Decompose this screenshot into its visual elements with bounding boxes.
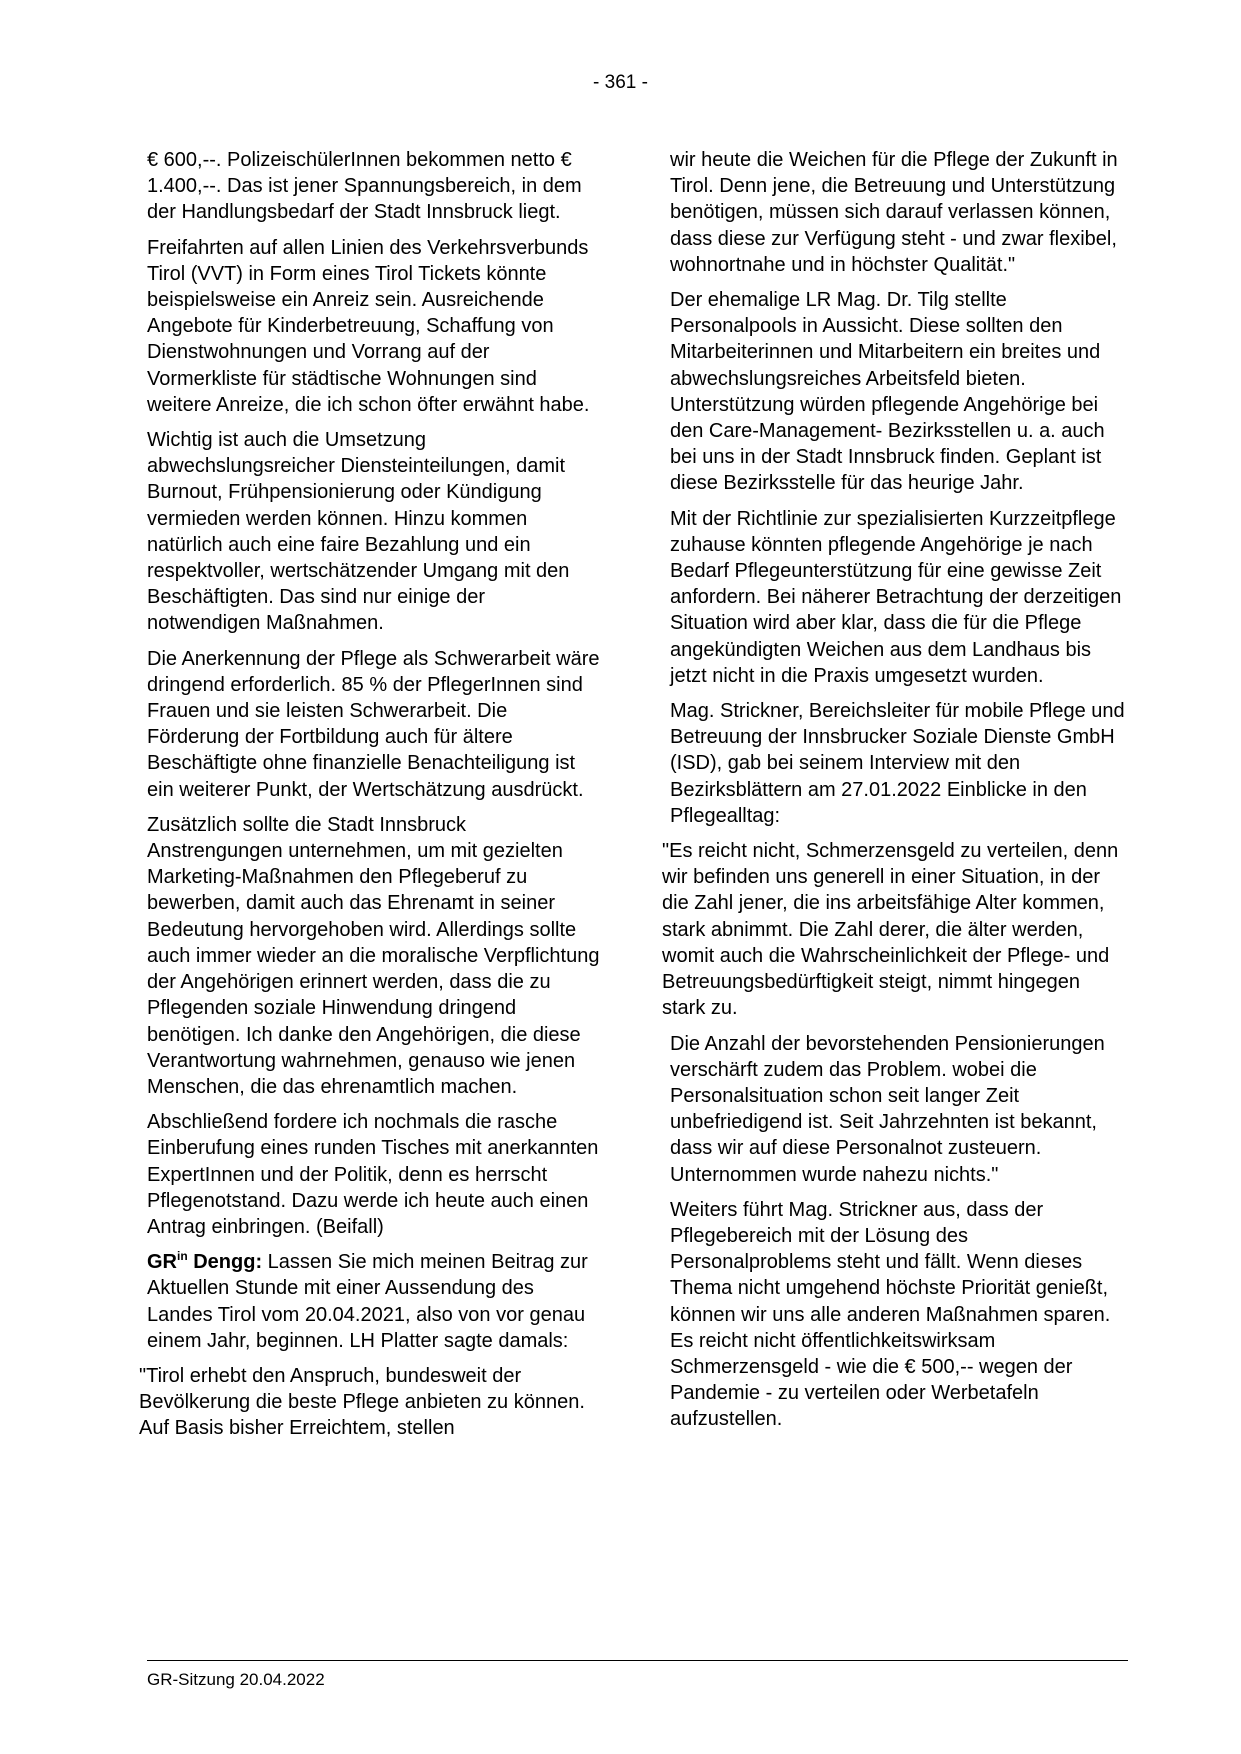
right-column [662,147,1128,1442]
left-column [139,147,600,1451]
paragraph: Der ehemalige LR Mag. Dr. Tilg stellte Personalpools in Aussicht. Diese sollten den Mitarbeiterinnen und Mitarbeitern ein breites und abwechslungsreiches Arbeitsfeld bieten. Unterstützung würden pflegende Angehörige bei den Care-Management- Bezirksstellen u. a. auch bei uns in der Stadt Innsbruck finden. Geplant ist diese Bezirksstelle für das heurige Jahr. [670,289,1105,495]
paragraph: Die Anzahl der bevorstehenden Pensionierungen verschärft zudem das Problem. wobei die Personalsituation schon seit langer Zeit unbefriedigend ist. Seit Jahrzehnten ist bekannt, dass wir auf diese Personalnot zusteuern. Unternommen wurde nahezu nichts." [670,1032,1105,1186]
footer-session-label: GR-Sitzung 20.04.2022 [147,1670,325,1689]
footer-divider [147,1660,1128,1661]
paragraph: Wichtig ist auch die Umsetzung abwechslungsreicher Diensteinteilungen, damit Burnout, Frühpensionierung oder Kündigung vermieden werden können. Hinzu kommen natürlich auch eine faire Bezahlung und ein respektvoller, wertschätzender Umgang mit den Beschäftigten. Das sind nur einige der notwendigen Maßnahmen. [147,429,570,635]
speaker-prefix: GR [147,1251,177,1274]
quote-paragraph: "Tirol erhebt den Anspruch, bundesweit der Bevölkerung die beste Pflege anbieten zu können. Auf Basis bisher Erreichtem, stellen [139,1364,585,1440]
paragraph: Zusätzlich sollte die Stadt Innsbruck Anstrengungen unternehmen, um mit gezielten Marketing-Maßnahmen den Pflegeberuf zu bewerben, damit auch das Ehrenamt in seiner Bedeutung hervorgehoben wird. Allerdings sollte auch immer wieder an die moralische Verpflichtung der Angehörigen erinnert werden, dass die zu Pflegenden soziale Hinwendung dringend benötigen. Ich danke den Angehörigen, die diese Verantwortung wahrnehmen, genauso wie jenen Menschen, die das ehrenamtlich machen. [147,813,600,1098]
paragraph: Mag. Strickner, Bereichsleiter für mobile Pflege und Betreuung der Innsbrucker Soziale Dienste GmbH (ISD), gab bei seinem Interview mit den Bezirksblättern am 27.01.2022 Einblicke in den Pflegealltag: [670,700,1125,827]
speaker-suffix: in [177,1249,188,1264]
page-number: - 361 - [593,72,648,93]
speaker-name [147,1251,262,1273]
paragraph: Abschließend fordere ich nochmals die rasche Einberufung eines runden Tisches mit anerkannten ExpertInnen und der Politik, denn es herrscht Pflegenotstand. Dazu werde ich heute auch einen Antrag einbringen. (Beifall) [147,1111,599,1238]
paragraph: wir heute die Weichen für die Pflege der Zukunft in Tirol. Denn jene, die Betreuung und Unterstützung benötigen, müssen sich darauf verlassen können, dass diese zur Verfügung steht - und zwar flexibel, wohnortnahe und in höchster Qualität." [670,149,1118,276]
speaker-surname: Dengg: [187,1251,263,1274]
paragraph: Mit der Richtlinie zur spezialisierten Kurzzeitpflege zuhause könnten pflegende Angehörige je nach Bedarf Pflegeunterstützung für eine gewisse Zeit anfordern. Bei näherer Betrachtung der derzeitigen Situation wird aber klar, dass die für die Pflege angekündigten Weichen aus dem Landhaus bis jetzt nicht in die Praxis umgesetzt wurden. [670,507,1122,687]
paragraph: € 600,--. PolizeischülerInnen bekommen netto € 1.400,--. Das ist jener Spannungsbereich, in dem der Handlungsbedarf der Stadt Innsbruck liegt. [147,149,582,224]
speaker-text: Lassen Sie mich meinen Beitrag zur Aktuellen Stunde mit einer Aussendung des Landes Tirol vom 20.04.2021, also von vor genau einem Jahr, beginnen. LH Platter sagte damals: [147,1251,588,1352]
paragraph: Die Anerkennung der Pflege als Schwerarbeit wäre dringend erforderlich. 85 % der PflegerInnen sind Frauen und sie leisten Schwerarbeit. Die Förderung der Fortbildung auch für ältere Beschäftigte ohne finanzielle Benachteiligung ist ein weiterer Punkt, der Wertschätzung ausdrückt. [147,647,600,801]
paragraph: Weiters führt Mag. Strickner aus, dass der Pflegebereich mit der Lösung des Personalproblems steht und fällt. Wenn dieses Thema nicht umgehend höchste Priorität genießt, können wir uns alle anderen Maßnahmen sparen. Es reicht nicht öffentlichkeitswirksam Schmerzensgeld - wie die € 500,-- wegen der Pandemie - zu verteilen oder Werbetafeln aufzustellen. [670,1198,1111,1431]
paragraph: Freifahrten auf allen Linien des Verkehrsverbunds Tirol (VVT) in Form eines Tirol Tickets könnte beispielsweise ein Anreiz sein. Ausreichende Angebote für Kinderbetreuung, Schaffung von Dienstwohnungen und Vorrang auf der Vormerkliste für städtische Wohnungen sind weitere Anreize, die ich schon öfter erwähnt habe. [147,236,590,416]
speaker-paragraph [147,1249,600,1354]
quote-paragraph: "Es reicht nicht, Schmerzensgeld zu verteilen, denn wir befinden uns generell in einer Situation, in der die Zahl jener, die ins arbeitsfähige Alter kommen, stark abnimmt. Die Zahl derer, die älter werden, womit auch die Wahrscheinlichkeit der Pflege- und Betreuungsbedürftigkeit steigt, nimmt hingegen stark zu. [662,840,1119,1020]
